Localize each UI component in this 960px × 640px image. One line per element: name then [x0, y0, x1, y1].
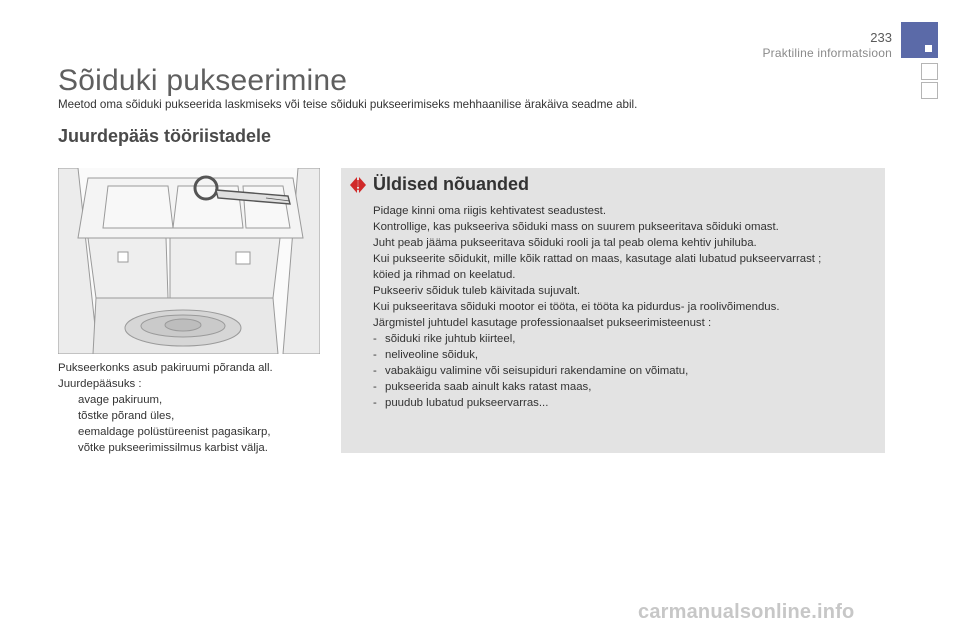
bullet-icon: [58, 392, 78, 408]
bullet-icon: [58, 440, 78, 456]
text-line: köied ja rihmad on keelatud.: [373, 269, 516, 281]
text-line: Pidage kinni oma riigis kehtivatest seadustest.: [373, 205, 606, 217]
list-item: - sõiduki rike juhtub kiirteel,: [373, 333, 516, 345]
list-item: eemaldage polüstüreenist pagasikarp,: [58, 424, 328, 440]
trunk-drawing: [58, 168, 320, 354]
list-item: tõstke põrand üles,: [58, 408, 328, 424]
list-item: - puudub lubatud pukseervarras...: [373, 397, 549, 409]
list-item: võtke pukseerimissilmus karbist välja.: [58, 440, 328, 456]
chapter-tab[interactable]: [921, 63, 938, 80]
text-line: Pukseeriv sõiduk tuleb käivitada sujuvalt.: [373, 285, 581, 297]
list-item: avage pakiruum,: [58, 392, 328, 408]
watermark: carmanualsonline.info: [638, 601, 855, 623]
page-number: 233: [870, 30, 892, 45]
advice-panel: [341, 168, 885, 453]
section-subtitle: Juurdepääs tööriistadele: [58, 126, 272, 146]
list-item: - neliveoline sõiduk,: [373, 349, 479, 361]
text-line: Kontrollige, kas pukseeriva sõiduki mass on suurem pukseeritava sõiduki omast.: [373, 221, 779, 233]
list-item: - pukseerida saab ainult kaks ratast maas,: [373, 381, 592, 393]
page-title: Sõiduki pukseerimine: [58, 64, 348, 97]
list-item: - vabakäigu valimine või seisupiduri rakendamine on võimatu,: [373, 365, 689, 377]
chapter-tab-active[interactable]: [901, 22, 938, 58]
bullet-icon: [58, 408, 78, 424]
bullet-icon: [58, 424, 78, 440]
text-line: Kui pukseeritava sõiduki mootor ei tööta, ei tööta ka pidurdus- ja roolivõimendus.: [373, 301, 780, 313]
advice-body: [373, 203, 878, 411]
text-line: Järgmistel juhtudel kasutage professionaalset pukseerimisteenust :: [373, 317, 712, 329]
left-text-block: [58, 360, 328, 456]
intro-text: Meetod oma sõiduki pukseerida laskmiseks või teise sõiduki pukseerimiseks mehhaanilise ärakäiva seadme abil.: [58, 98, 638, 111]
chapter-tab[interactable]: [921, 82, 938, 99]
text-line: Pukseerkonks asub pakiruumi põranda all.: [58, 362, 273, 374]
tab-marker-icon: [925, 45, 932, 52]
warning-icon: [349, 176, 367, 194]
text-line: Juht peab jääma pukseeritava sõiduki rooli ja tal peab olema kehtiv juhiluba.: [373, 237, 757, 249]
section-label: Praktiline informatsioon: [762, 46, 892, 60]
advice-title: Üldised nõuanded: [373, 174, 530, 194]
text-line: Kui pukseerite sõidukit, mille kõik rattad on maas, kasutage alati lubatud pukseervarrast ;: [373, 253, 822, 265]
text-line: Juurdepääsuks :: [58, 378, 142, 390]
trunk-illustration: [58, 168, 320, 354]
